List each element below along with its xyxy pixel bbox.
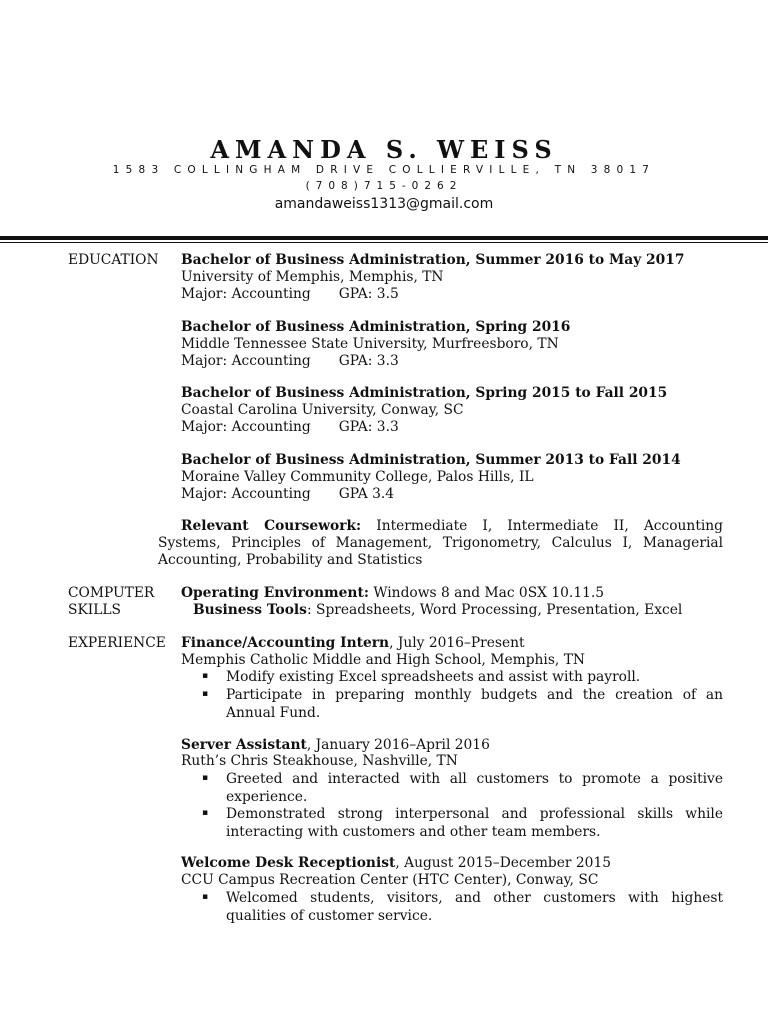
job-dates-2: , January 2016–April 2016 [306,737,490,753]
education-degree-1: Bachelor of Business Administration, Summer 2016 to May 2017 [181,252,685,268]
job-2-bullet-2: Demonstrated strong interpersonal and professional skills while interacting with customers and other team members. [226,806,723,840]
education-major-gpa-4 [181,486,394,503]
job-org-1: Memphis Catholic Middle and High School, Memphis, TN [181,652,585,668]
bullet-icon: ▪ [202,892,209,902]
job-2-bullet-1: Greeted and interacted with all customers to promote a positive experience. [226,771,723,805]
tools-value: : Spreadsheets, Word Processing, Presentation, Excel [306,602,683,618]
education-major-4: Major: Accounting [181,486,311,502]
job-title-line-2 [181,737,490,754]
education-degree-3: Bachelor of Business Administration, Spring 2015 to Fall 2015 [181,385,668,401]
business-tools [193,602,682,619]
job-1-bullet-1: Modify existing Excel spreadsheets and assist with payroll. [226,669,641,685]
job-title-2: Server Assistant [181,737,307,753]
job-title-line-1 [181,635,525,652]
job-org-3: CCU Campus Recreation Center (HTC Center), Conway, SC [181,872,599,888]
address: 1583 COLLINGHAM DRIVE COLLIERVILLE, TN 38017 [112,164,656,176]
education-school-2: Middle Tennessee State University, Murfreesboro, TN [181,336,559,352]
bullet-icon: ▪ [202,689,209,699]
education-school-4: Moraine Valley Community College, Palos Hills, IL [181,469,534,485]
bullet-icon: ▪ [202,671,209,681]
education-major-1: Major: Accounting [181,286,311,302]
coursework-list: Intermediate I, Intermediate II, Accounting Systems, Principles of Management, Trigonometry, Calculus I, Managerial Accounting, Probability and Statistics [158,518,723,568]
education-school-3: Coastal Carolina University, Conway, SC [181,402,464,418]
education-gpa-4: GPA 3.4 [338,486,395,502]
education-major-3: Major: Accounting [181,419,311,435]
email-address: amandaweiss1313@gmail.com [274,196,494,212]
education-heading: EDUCATION [68,252,159,268]
education-degree-2: Bachelor of Business Administration, Spring 2016 [181,319,571,335]
header-rule-thick [0,236,768,240]
job-org-2: Ruth’s Chris Steakhouse, Nashville, TN [181,753,458,769]
education-major-gpa-2 [181,353,399,370]
header-rule-thin [0,242,768,243]
education-major-2: Major: Accounting [181,353,311,369]
job-dates-1: , July 2016–Present [389,635,525,651]
computer-skills-heading-line1: COMPUTER [68,585,155,601]
tools-label: Business Tools [193,602,307,618]
candidate-name: AMANDA S. WEISS [210,135,558,164]
education-gpa-1: GPA: 3.5 [338,286,399,302]
phone-number: (708)715-0262 [305,180,463,192]
job-title-1: Finance/Accounting Intern [181,635,390,651]
job-title-line-3 [181,855,611,872]
coursework-label: Relevant Coursework: [181,518,362,534]
education-degree-4: Bachelor of Business Administration, Summer 2013 to Fall 2014 [181,452,681,468]
experience-heading: EXPERIENCE [68,635,166,651]
education-major-gpa-3 [181,419,399,436]
education-school-1: University of Memphis, Memphis, TN [181,269,444,285]
os-label: Operating Environment: [181,585,369,601]
education-major-gpa-1 [181,286,399,303]
bullet-icon: ▪ [202,808,209,818]
relevant-coursework [158,518,723,569]
job-dates-3: , August 2015–December 2015 [395,855,611,871]
computer-skills-heading-line2: SKILLS [68,602,121,618]
job-3-bullet-1: Welcomed students, visitors, and other customers with highest qualities of customer service. [226,890,723,924]
os-value: Windows 8 and Mac 0SX 10.11.5 [373,585,605,601]
operating-environment [181,585,604,602]
job-1-bullet-2: Participate in preparing monthly budgets and the creation of an Annual Fund. [226,687,723,721]
bullet-icon: ▪ [202,773,209,783]
education-gpa-3: GPA: 3.3 [338,419,399,435]
education-gpa-2: GPA: 3.3 [338,353,399,369]
job-title-3: Welcome Desk Receptionist [181,855,396,871]
